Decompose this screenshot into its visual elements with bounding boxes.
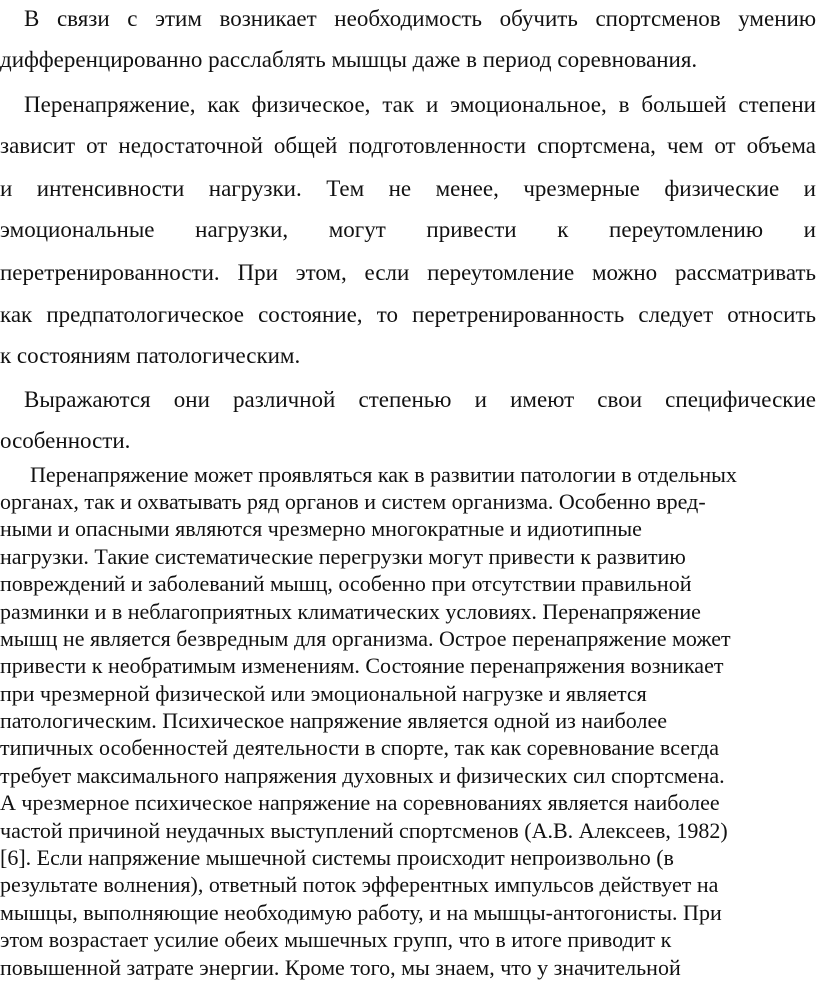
text-line: мышц не является безвредным для организма. Острое перенапряжение может (0, 626, 731, 651)
text-line: Перенапряжение, как физическое, так и эмоциональное, в большей степени (24, 92, 816, 117)
text-line: к состояниям патологическим. (0, 343, 301, 368)
text-line: перетренированности. При этом, если переутомление можно рассматривать (0, 260, 816, 285)
text-line: нагрузки. Такие систематические перегрузки могут привести к развитию (0, 544, 686, 569)
text-line: разминки и в неблагоприятных климатических условиях. Перенапряжение (0, 599, 701, 624)
text-line: Перенапряжение может проявляться как в развитии патологии в отдельных (30, 462, 737, 487)
text-line: результате волнения), ответный поток эфферентных импульсов действует на (0, 872, 719, 897)
text-line: эмоциональные нагрузки, могут привести к переутомлению и (0, 217, 816, 242)
text-line: повышенной затрате энергии. Кроме того, мы знаем, что у значительной (0, 955, 681, 980)
text-line: патологическим. Психическое напряжение является одной из наиболее (0, 708, 668, 733)
text-line: [6]. Если напряжение мышечной системы происходит непроизвольно (в (0, 845, 674, 870)
text-line: и интенсивности нагрузки. Тем не менее, чрезмерные физические и (0, 176, 816, 201)
text-line: этом возрастает усилие обеих мышечных групп, что в итоге приводит к (0, 927, 672, 952)
text-line: типичных особенностей деятельности в спорте, так как соревнование всегда (0, 735, 719, 760)
text-line: частой причиной неудачных выступлений спортсменов (А.В. Алексеев, 1982) (0, 818, 728, 843)
text-line: ными и опасными являются чрезмерно многократные и идиотипные (0, 516, 642, 541)
text-line: особенности. (0, 428, 131, 453)
text-line: зависит от недостаточной общей подготовленности спортсмена, чем от объема (0, 133, 816, 158)
text-line: А чрезмерное психическое напряжение на соревнованиях является наиболее (0, 790, 720, 815)
text-line: органах, так и охватывать ряд органов и систем организма. Особенно вред- (0, 489, 706, 514)
text-line: требует максимального напряжения духовных и физических сил спортсмена. (0, 763, 725, 788)
text-line: привести к необратимым изменениям. Состояние перенапряжения возникает (0, 653, 724, 678)
text-line: мышцы, выполняющие необходимую работу, и на мышцы-антогонисты. При (0, 900, 722, 925)
text-line: как предпатологическое состояние, то перетренированность следует относить (0, 302, 816, 327)
text-line: Выражаются они различной степенью и имеют свои специфические (24, 387, 816, 412)
text-line: В связи с этим возникает необходимость обучить спортсменов умению (24, 6, 816, 31)
text-line: повреждений и заболеваний мышц, особенно при отсутствии правильной (0, 571, 692, 596)
text-line: дифференцированно расслаблять мышцы даже в период соревнования. (0, 47, 698, 72)
text-line: при чрезмерной физической или эмоциональной нагрузке и является (0, 681, 647, 706)
